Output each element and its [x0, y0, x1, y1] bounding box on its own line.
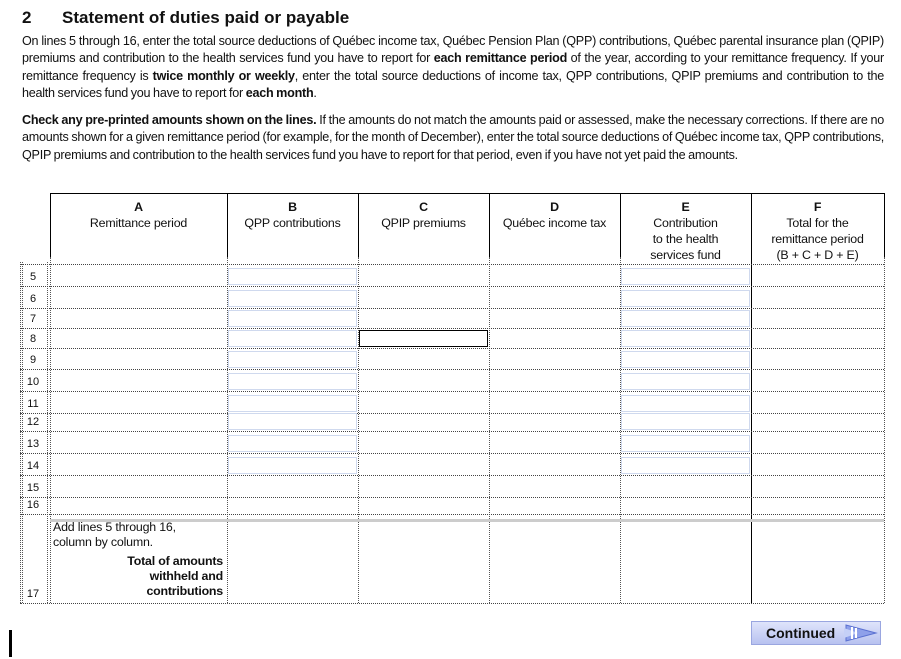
- total-field-col-e[interactable]: [621, 585, 750, 602]
- line-number-7: 7: [29, 313, 37, 325]
- input-line-9-col-f[interactable]: [752, 351, 883, 368]
- input-line-9-col-d[interactable]: [490, 351, 619, 368]
- line-number-8: 8: [29, 333, 37, 345]
- row-line-top: [20, 348, 884, 349]
- input-line-13-col-d[interactable]: [490, 435, 619, 452]
- intro-text-4: .: [313, 86, 317, 101]
- input-line-15-col-e[interactable]: [621, 479, 750, 496]
- input-line-15-col-b[interactable]: [228, 479, 357, 496]
- input-line-5-col-f[interactable]: [752, 268, 883, 285]
- row-line: [20, 514, 884, 515]
- column-title-line: services fund: [650, 248, 721, 262]
- line-number-16: 16: [26, 499, 40, 511]
- column-title-line: Total for the: [786, 216, 849, 230]
- line-number-9: 9: [29, 354, 37, 366]
- input-line-5-col-d[interactable]: [490, 268, 619, 285]
- row-line-top: [20, 369, 884, 370]
- row-line-top: [20, 308, 884, 309]
- input-line-5-col-c[interactable]: [359, 268, 488, 285]
- input-line-15-col-d[interactable]: [490, 479, 619, 496]
- row-line-top: [20, 391, 884, 392]
- input-line-14-col-d[interactable]: [490, 457, 619, 474]
- input-line-13-col-b[interactable]: [228, 435, 357, 452]
- text-cursor: [9, 630, 12, 657]
- line-number-6: 6: [29, 293, 37, 305]
- input-line-13-col-e[interactable]: [621, 435, 750, 452]
- column-letter: C: [419, 200, 428, 214]
- row-line-top: [20, 328, 884, 329]
- input-line-11-col-f[interactable]: [752, 395, 883, 412]
- column-letter: E: [681, 200, 690, 214]
- section-header: [22, 8, 349, 28]
- line-number-15: 15: [26, 482, 40, 494]
- check-bold: Check any pre-printed amounts shown on the lines.: [22, 113, 317, 127]
- intro-paragraph: [22, 33, 884, 103]
- table-bottom-border: [20, 603, 884, 604]
- input-line-12-col-a[interactable]: [51, 413, 226, 430]
- input-line-6-col-e[interactable]: [621, 290, 750, 307]
- continued-label: Continued: [766, 625, 836, 641]
- column-title-line: Québec income tax: [502, 216, 607, 230]
- input-line-12-col-f[interactable]: [752, 413, 883, 430]
- input-line-16-col-e[interactable]: [621, 496, 750, 513]
- input-line-12-col-c[interactable]: [359, 413, 488, 430]
- input-line-10-col-a[interactable]: [51, 373, 226, 390]
- total-field-col-b[interactable]: [228, 585, 357, 602]
- input-line-8-col-d[interactable]: [490, 330, 619, 347]
- check-text: If the amounts do not match the amounts paid or assessed, make the necessary corrections. If there are no amounts shown for a given remittance period (for example, for the month of December), enter the total source deductions of Québec income tax, QPP contributions, QPIP premiums and contribution to the health services fund you have to report for that period, even if you have not yet paid the amounts.: [22, 113, 884, 162]
- input-line-12-col-b[interactable]: [228, 413, 357, 430]
- total-field-col-d[interactable]: [490, 585, 619, 602]
- input-line-10-col-f[interactable]: [752, 373, 883, 390]
- input-line-16-col-a[interactable]: [51, 496, 226, 513]
- total-instruction: [53, 520, 176, 550]
- input-line-7-col-c[interactable]: [359, 310, 488, 327]
- total-label-line: withheld and: [149, 569, 223, 583]
- line-number-12: 12: [26, 416, 40, 428]
- column-header-d: [489, 199, 620, 231]
- input-line-7-col-e[interactable]: [621, 310, 750, 327]
- column-title-line: remittance period: [771, 232, 864, 246]
- total-label: [63, 554, 223, 599]
- row-line-top: [20, 264, 884, 265]
- total-field-col-f[interactable]: [752, 585, 883, 602]
- input-line-12-col-e[interactable]: [621, 413, 750, 430]
- input-line-11-col-b[interactable]: [228, 395, 357, 412]
- row-line-top: [20, 475, 884, 476]
- line-number-10: 10: [26, 376, 40, 388]
- table-top-border: [50, 193, 884, 194]
- column-letter: B: [288, 200, 297, 214]
- total-instruction-line: column by column.: [53, 535, 153, 549]
- column-divider: [884, 193, 885, 257]
- input-line-9-col-b[interactable]: [228, 351, 357, 368]
- input-line-11-col-a[interactable]: [51, 395, 226, 412]
- input-line-10-col-c[interactable]: [359, 373, 488, 390]
- intro-text-3: , enter the total source deductions of income tax, QPP contributions, QPIP premiums and contribution to the health services fund you have to report for: [22, 68, 884, 101]
- input-line-8-col-c[interactable]: [359, 330, 488, 347]
- column-title-line: (B + C + D + E): [776, 248, 859, 262]
- intro-bold-3: each month: [245, 86, 314, 101]
- input-line-9-col-a[interactable]: [51, 351, 226, 368]
- duties-table: [20, 193, 884, 605]
- total-field-col-c[interactable]: [359, 585, 488, 602]
- intro-text-2: of the year, according to your remittance frequency. If your remittance frequency is: [22, 51, 884, 83]
- input-line-7-col-d[interactable]: [490, 310, 619, 327]
- input-line-7-col-a[interactable]: [51, 310, 226, 327]
- row-number-border: [47, 262, 48, 603]
- column-title-line: Remittance period: [89, 216, 188, 230]
- input-line-14-col-c[interactable]: [359, 457, 488, 474]
- total-label-line: contributions: [146, 584, 223, 598]
- input-line-6-col-a[interactable]: [51, 290, 226, 307]
- check-paragraph: [22, 112, 884, 164]
- line-number-14: 14: [26, 460, 40, 472]
- input-line-13-col-a[interactable]: [51, 435, 226, 452]
- input-line-14-col-a[interactable]: [51, 457, 226, 474]
- line-number-11: 11: [27, 398, 39, 410]
- column-title-line: QPP contributions: [244, 216, 341, 230]
- column-letter: A: [134, 200, 143, 214]
- input-line-11-col-c[interactable]: [359, 395, 488, 412]
- continued-button[interactable]: [751, 621, 881, 645]
- input-line-10-col-b[interactable]: [228, 373, 357, 390]
- input-line-13-col-c[interactable]: [359, 435, 488, 452]
- input-line-6-col-c[interactable]: [359, 290, 488, 307]
- input-line-6-col-d[interactable]: [490, 290, 619, 307]
- input-line-8-col-b[interactable]: [228, 330, 357, 347]
- column-header-e: [620, 199, 751, 263]
- input-line-5-col-b[interactable]: [228, 268, 357, 285]
- intro-bold-2: twice monthly or weekly: [152, 68, 295, 83]
- input-line-9-col-e[interactable]: [621, 351, 750, 368]
- input-line-16-col-d[interactable]: [490, 496, 619, 513]
- intro-bold-1: each remittance period: [433, 51, 568, 66]
- input-line-7-col-f[interactable]: [752, 310, 883, 327]
- input-line-8-col-e[interactable]: [621, 330, 750, 347]
- input-line-14-col-f[interactable]: [752, 457, 883, 474]
- total-instruction-line: Add lines 5 through 16,: [53, 520, 176, 534]
- input-line-12-col-d[interactable]: [490, 413, 619, 430]
- column-header-c: [358, 199, 489, 231]
- row-number-border: [20, 262, 21, 603]
- section-title: Statement of duties paid or payable: [62, 8, 350, 27]
- intro-text-1: On lines 5 through 16, enter the total source deductions of Québec income tax, Québec Pension Plan (QPP) contributions, Québec parental insurance plan (QPIP) premiums and contribution to the health services fund you have to report for: [22, 34, 884, 66]
- line-number-13: 13: [26, 438, 40, 450]
- section-number: 2: [22, 8, 32, 27]
- input-line-5-col-a[interactable]: [51, 268, 226, 285]
- column-letter: D: [550, 200, 559, 214]
- column-divider-dotted: [884, 257, 885, 603]
- input-line-10-col-d[interactable]: [490, 373, 619, 390]
- input-line-6-col-f[interactable]: [752, 290, 883, 307]
- column-title-line: Contribution: [653, 216, 718, 230]
- column-header-f: [751, 199, 884, 263]
- input-line-8-col-f[interactable]: [752, 330, 883, 347]
- total-label-line: Total of amounts: [127, 554, 223, 568]
- input-line-15-col-c[interactable]: [359, 479, 488, 496]
- line-number-17: 17: [26, 588, 40, 600]
- input-line-10-col-e[interactable]: [621, 373, 750, 390]
- input-line-7-col-b[interactable]: [228, 310, 357, 327]
- input-line-14-col-e[interactable]: [621, 457, 750, 474]
- input-line-6-col-b[interactable]: [228, 290, 357, 307]
- input-line-8-col-a[interactable]: [51, 330, 226, 347]
- input-line-16-col-c[interactable]: [359, 496, 488, 513]
- forward-arrow-icon: [842, 623, 878, 646]
- row-line-top: [20, 286, 884, 287]
- input-line-16-col-b[interactable]: [228, 496, 357, 513]
- input-line-11-col-e[interactable]: [621, 395, 750, 412]
- column-letter: F: [813, 200, 822, 214]
- column-title-line: to the health: [652, 232, 719, 246]
- column-header-b: [227, 199, 358, 231]
- input-line-5-col-e[interactable]: [621, 268, 750, 285]
- input-line-15-col-f[interactable]: [752, 479, 883, 496]
- input-line-11-col-d[interactable]: [490, 395, 619, 412]
- input-line-15-col-a[interactable]: [51, 479, 226, 496]
- input-line-9-col-c[interactable]: [359, 351, 488, 368]
- column-header-a: [50, 199, 227, 231]
- input-line-16-col-f[interactable]: [752, 496, 883, 513]
- row-line-top: [20, 453, 884, 454]
- input-line-14-col-b[interactable]: [228, 457, 357, 474]
- column-title-line: QPIP premiums: [381, 216, 466, 230]
- line-number-5: 5: [29, 271, 37, 283]
- row-line-top: [20, 431, 884, 432]
- input-line-13-col-f[interactable]: [752, 435, 883, 452]
